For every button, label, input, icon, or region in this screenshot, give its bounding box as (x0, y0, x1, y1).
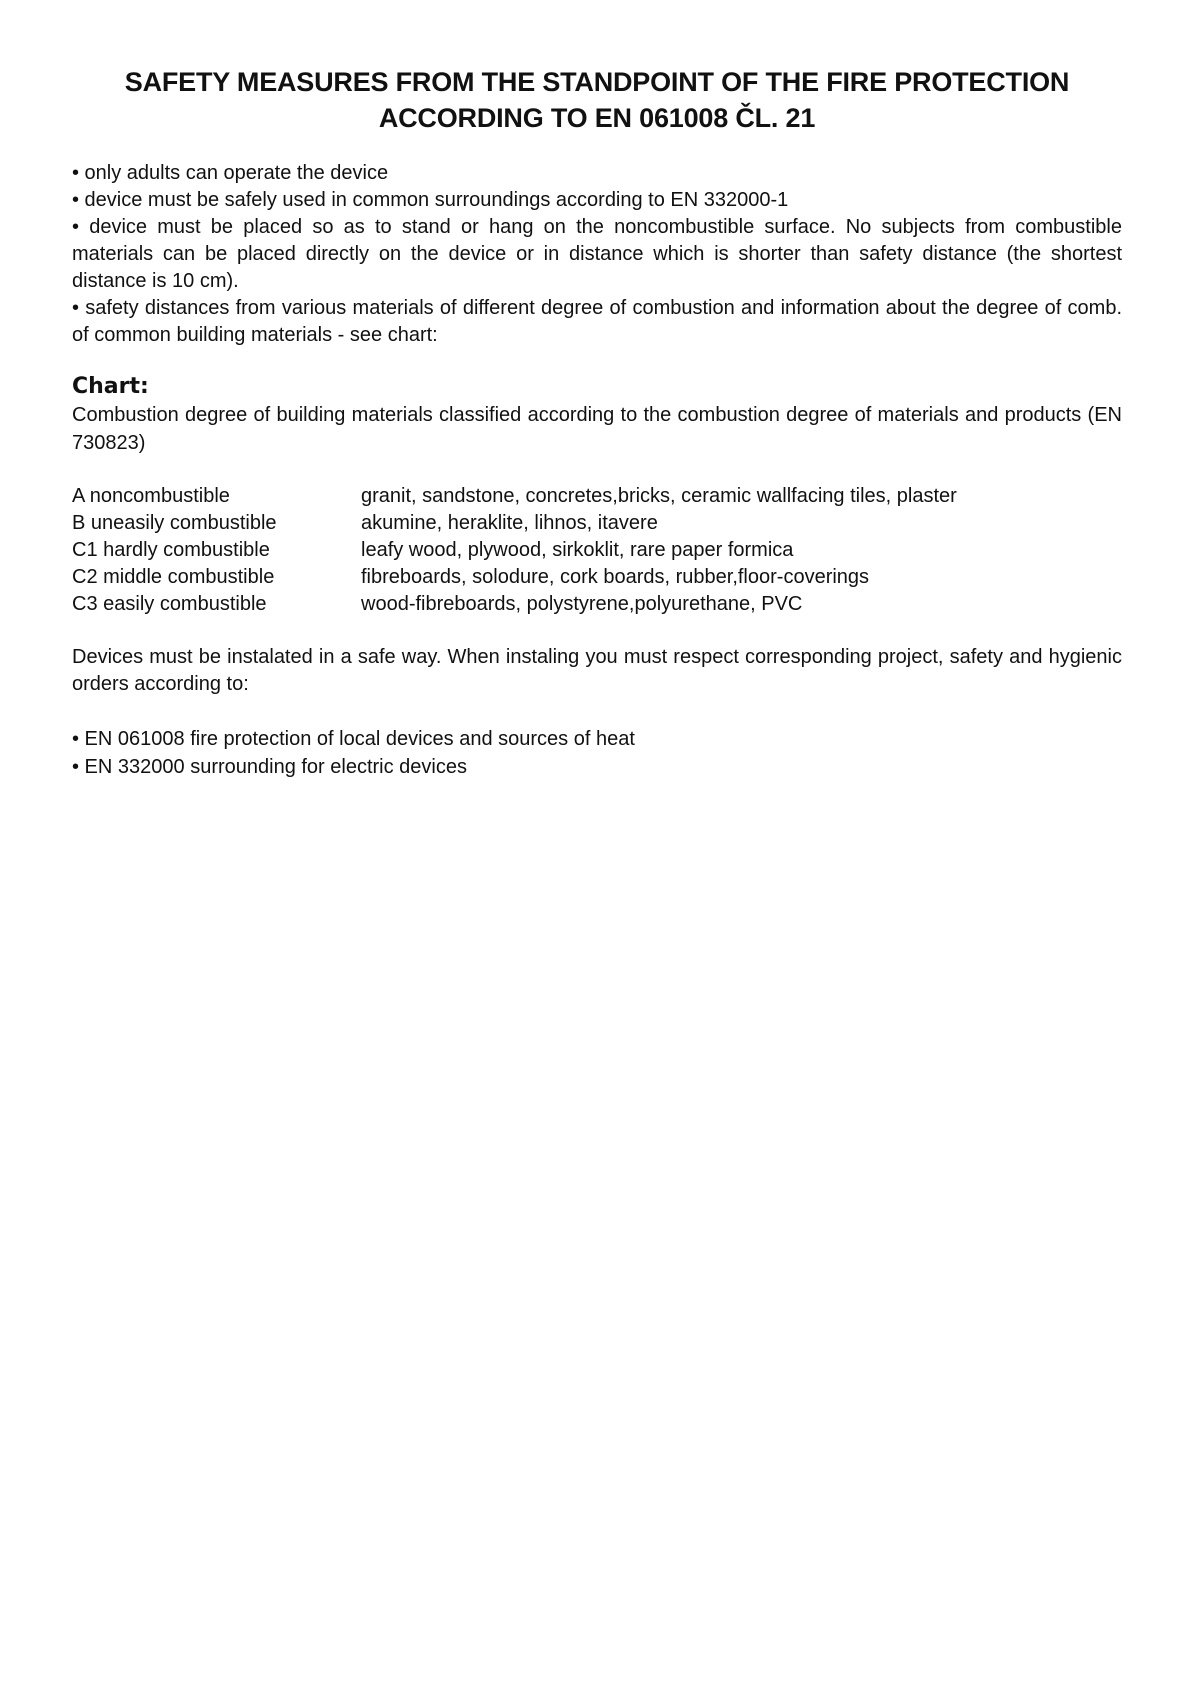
examples-cell: wood-fibreboards, polystyrene,polyurethane, PVC (361, 593, 803, 615)
page-title (72, 64, 1122, 136)
standards-list (72, 725, 1122, 781)
table-row (72, 510, 1122, 537)
bullet-item: • device must be placed so as to stand or hang on the noncombustible surface. No subjects from combustible materials can be placed directly on the device or in distance which is shorter than safety distance (the shortest distance is 10 cm). (72, 216, 1122, 292)
chart-intro: Combustion degree of building materials classified according to the combustion degree of materials and products (EN 730823) (72, 404, 1122, 454)
bullet-item: • only adults can operate the device (72, 162, 389, 184)
table-row (72, 483, 1122, 510)
bullet-item: • device must be safely used in common surroundings according to EN 332000-1 (72, 189, 789, 211)
examples-cell: granit, sandstone, concretes,bricks, ceramic wallfacing tiles, plaster (361, 485, 957, 507)
examples-cell: leafy wood, plywood, sirkoklit, rare paper formica (361, 539, 794, 561)
degree-cell: C2 middle combustible (72, 566, 275, 588)
standard-item: • EN 332000 surrounding for electric devices (72, 756, 467, 778)
safety-bullet-list (72, 160, 1122, 349)
document-page (72, 64, 1122, 781)
bullet-item: • safety distances from various materials of different degree of combustion and information about the degree of comb. of common building materials - see chart: (72, 297, 1122, 346)
degree-cell: C1 hardly combustible (72, 539, 270, 561)
table-row (72, 591, 1122, 618)
combustion-degree-table (72, 483, 1122, 618)
examples-cell: akumine, heraklite, lihnos, itavere (361, 512, 658, 534)
chart-heading: Chart: (72, 374, 149, 399)
title-line-1: SAFETY MEASURES FROM THE STANDPOINT OF THE FIRE PROTECTION (124, 67, 1070, 97)
examples-cell: fibreboards, solodure, cork boards, rubber,floor-coverings (361, 566, 870, 588)
degree-cell: C3 easily combustible (72, 593, 267, 615)
degree-cell: A noncombustible (72, 485, 230, 507)
table-row (72, 537, 1122, 564)
degree-cell: B uneasily combustible (72, 512, 277, 534)
standard-item: • EN 061008 fire protection of local devices and sources of heat (72, 728, 635, 750)
table-row (72, 564, 1122, 591)
installation-paragraph: Devices must be instalated in a safe way. When instaling you must respect corresponding project, safety and hygienic orders according to: (72, 646, 1122, 695)
title-line-2: ACCORDING TO EN 061008 ČL. 21 (378, 103, 816, 133)
